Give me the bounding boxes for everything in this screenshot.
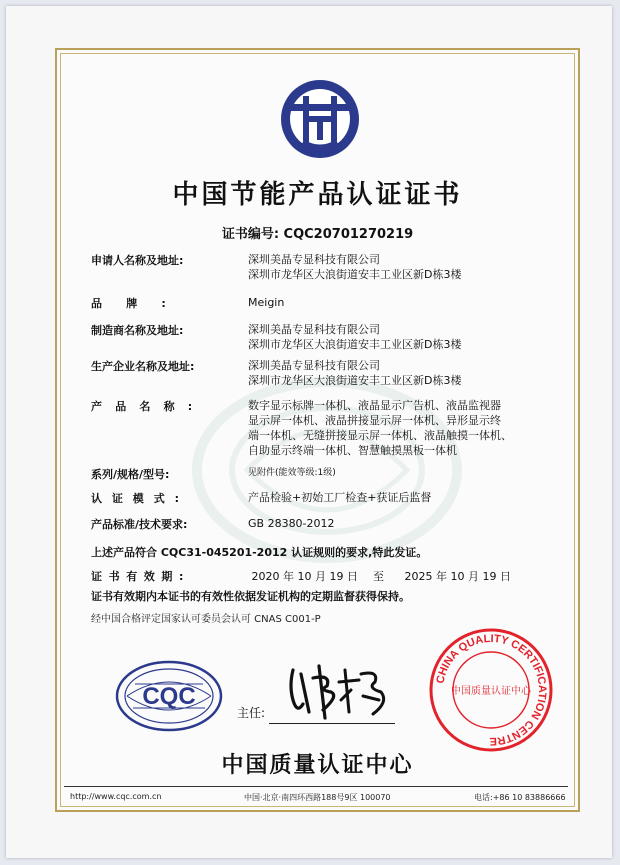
validity-to: 2025 年 10 月 19 日: [404, 570, 511, 583]
validity-label: 证书有效期:: [91, 570, 190, 583]
field-value: 数字显示标牌一体机、液晶显示广告机、液晶监视器 显示屏一体机、液晶拼接显示屏一体机、异形显示终 端一体机、无缝拼接显示屏一体机、液晶触摸一体机、 自助显示终端一体机、智慧触摸黑板一体机: [248, 399, 512, 457]
director-signature: [279, 656, 399, 726]
field-label: 系列/规格/型号:: [91, 468, 170, 481]
footer-address: 中国·北京·南四环西路188号9区 100070: [244, 793, 391, 802]
validity-period: [91, 568, 551, 584]
field-value: GB 28380-2012: [248, 517, 335, 530]
field-label: 生产企业名称及地址:: [91, 360, 195, 373]
field-value: 深圳美晶专显科技有限公司 深圳市龙华区大浪街道安丰工业区新D栋3楼: [248, 323, 462, 351]
conformity-statement: 上述产品符合 CQC31-045201-2012 认证规则的要求,特此发证。: [91, 546, 428, 559]
field-label: 品牌:: [91, 297, 190, 310]
field-label: 产品标准/技术要求:: [91, 518, 188, 531]
certificate-number: [57, 223, 578, 242]
field-label: 产品名称:: [91, 400, 206, 413]
certificate-number-value: CQC20701270219: [283, 227, 414, 242]
field-value: 深圳美晶专显科技有限公司 深圳市龙华区大浪街道安丰工业区新D栋3楼: [248, 359, 462, 387]
cqc-logo-text: CQC: [142, 683, 196, 710]
field-value: 产品检验+初始工厂检查+获证后监督: [248, 491, 432, 504]
field-value: 见附件(能效等级:1级): [248, 468, 336, 478]
svg-text:CHINA QUALITY CERTIFICATION CE: CHINA QUALITY CERTIFICATION CENTRE: [434, 632, 549, 748]
signature-label: 主任:: [237, 706, 266, 720]
stamp-inner-text: 中国质量认证中心: [451, 686, 531, 697]
certificate-page: [6, 6, 612, 858]
validity-to-word: 至: [373, 570, 384, 583]
footer-phone: 电话:+86 10 83886666: [474, 793, 566, 802]
accreditation-line: 经中国合格评定国家认可委员会认可 CNAS C001-P: [91, 614, 321, 625]
footer-divider: [64, 786, 568, 787]
official-seal-stamp: [429, 628, 553, 752]
field-label: 认证模式:: [91, 492, 189, 505]
validity-note: 证书有效期内本证书的有效性依据发证机构的定期监督获得保持。: [91, 590, 410, 603]
certificate-title: 中国节能产品认证证书: [172, 180, 463, 210]
cqc-logo: [115, 660, 223, 732]
field-label: 申请人名称及地址:: [91, 254, 184, 267]
signature-line: [269, 723, 395, 724]
field-value: Meigin: [248, 296, 285, 309]
issuer-name: 中国质量认证中心: [221, 753, 414, 778]
energy-saving-certification-logo: [279, 78, 361, 160]
certificate-number-label: 证书编号:: [221, 227, 280, 242]
footer-website[interactable]: http://www.cqc.com.cn: [70, 792, 162, 801]
field-value: 深圳美晶专显科技有限公司 深圳市龙华区大浪街道安丰工业区新D栋3楼: [248, 253, 462, 281]
field-label: 制造商名称及地址:: [91, 324, 184, 337]
validity-from: 2020 年 10 月 19 日: [251, 570, 358, 583]
certificate-frame: [55, 48, 580, 812]
